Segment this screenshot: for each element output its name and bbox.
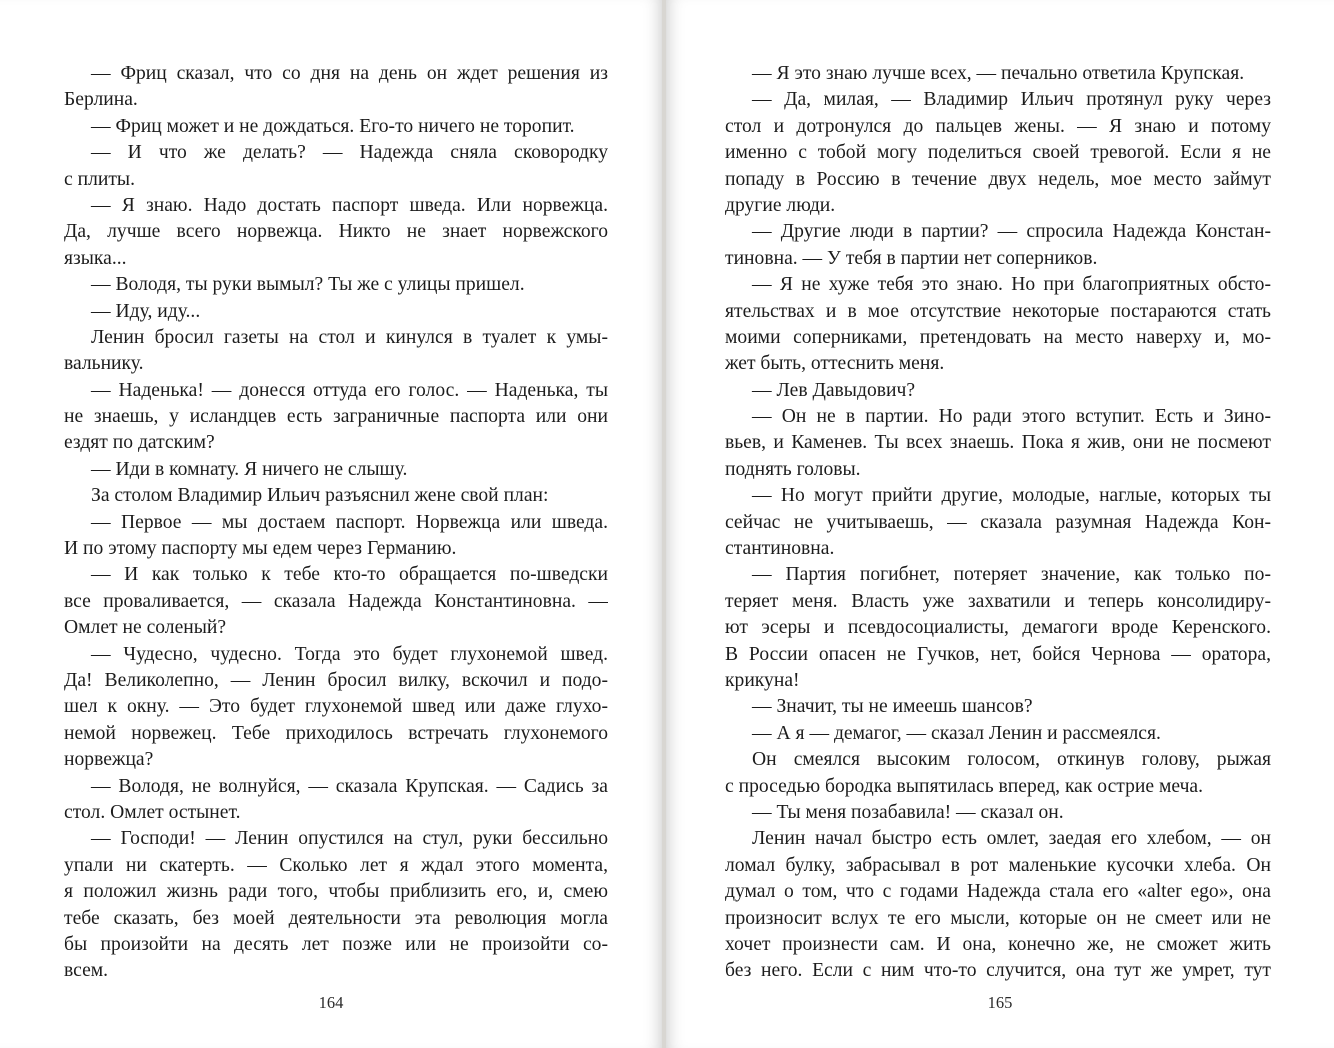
text-line: попаду в Россию в течение двух недель, мое место займут [725,168,1271,190]
text-line: Омлет не соленый? [64,617,227,639]
text-line: сейчас не учитываешь, — сказала разумная Надежда Кон- [725,511,1271,533]
text-line: И по этому паспорту мы едем через Германию. [64,538,457,560]
text-line: без него. Если с ним что-то случится, она тут же умрет, тут [725,960,1271,982]
text-line: — Иди в комнату. Я ничего не слышу. [91,458,408,480]
text-line: думал о том, что с годами Надежда стала его «alter ego», она [725,881,1271,903]
text-line: моими соперниками, претендовать на место наверху и, мо- [725,326,1271,348]
text-line: — Иду, иду... [91,300,201,322]
text-line: — Фриц может и не дождаться. Его-то ничего не торопит. [91,115,575,137]
text-line: вальнику. [64,353,144,375]
text-line: ют эсеры и псевдосоциалисты, демагоги вроде Керенского. [725,617,1271,639]
text-line: В России опасен не Гучков, нет, бойся Чернова — оратора, [725,643,1271,665]
text-line: я положил жизнь ради того, чтобы приблизить его, и, смею [64,881,608,903]
text-line: — Партия погибнет, потеряет значение, как только по- [752,564,1271,586]
text-line: немой норвежец. Тебе приходилось встречать глухонемого [64,722,608,744]
text-line: с плиты. [64,168,135,190]
text-line: языка... [64,247,127,269]
text-line: ломал булку, забрасывал в рот маленькие кусочки хлеба. Он [725,854,1271,876]
text-line: — Я это знаю лучше всех, — печально ответила Крупская. [752,63,1245,84]
text-line: — Фриц сказал, что со дня на день он ждет решения из [91,63,608,84]
text-line: — Первое — мы достаем паспорт. Норвежца или шведа. [91,511,608,533]
text-line: Ленин бросил газеты на стол и кинулся в туалет к умы- [91,326,608,348]
text-line: — Володя, не волнуйся, — сказала Крупская. — Садись за [91,775,608,797]
text-line: вьев, и Каменев. Ты всех знаешь. Пока я жив, они не посмеют [725,432,1271,454]
text-line: упали ни скатерть. — Сколько лет я ждал этого момента, [64,854,608,876]
text-line: Берлина. [64,89,138,111]
text-line: поднять головы. [725,458,861,480]
text-line: норвежца? [64,749,154,771]
text-line: не знаешь, у исландцев есть заграничные паспорта или они [64,406,608,428]
text-line: шел к окну. — Это будет глухонемой швед или даже глухо- [64,696,608,718]
text-line: За столом Владимир Ильич разъяснил жене свой план: [91,485,549,507]
text-line: Да, лучше всего норвежца. Никто не знает норвежского [64,221,608,243]
text-line: стол. Омлет остынет. [64,801,241,823]
text-line: — Наденька! — донесся оттуда его голос. — Наденька, ты [91,379,608,401]
text-line: — И как только к тебе кто-то обращается по-шведски [91,564,608,586]
text-line: жет быть, оттеснить меня. [725,353,945,375]
text-line: хочет произнести сам. И она, конечно же, не сможет жить [725,933,1271,955]
text-line: — Он не в партии. Но ради этого вступит. Есть и Зино- [752,406,1271,428]
text-line: именно с тобой могу поделиться своей тревогой. Если я не [725,142,1271,164]
left-page [0,0,662,1048]
text-line: тебе сказать, без моей деятельности эта революция могла [64,907,608,929]
text-line: — А я — демагог, — сказал Ленин и рассмеялся. [752,722,1161,744]
text-line: теряет меня. Власть уже захватили и теперь консолидиру- [725,590,1271,612]
text-line: все проваливается, — сказала Надежда Константиновна. — [64,590,608,612]
text-line: — Значит, ты не имеешь шансов? [752,696,1033,718]
text-line: — Но могут прийти другие, молодые, наглые, которых ты [752,485,1271,507]
left-page-text [64,61,608,985]
left-page-number: 164 [318,993,344,1012]
text-line: произносит вслух те его мысли, которые он не смеет или не [725,907,1271,929]
text-line: крикуна! [725,669,800,691]
text-line: другие люди. [725,194,836,216]
text-line: — Ты меня позабавила! — сказал он. [752,801,1064,823]
text-line: — Чудесно, чудесно. Тогда это будет глухонемой швед. [91,643,608,665]
text-line: стантиновна. [725,538,835,560]
right-page-number: 165 [987,993,1013,1012]
text-line: ездят по датским? [64,432,215,454]
text-line: — Лев Давыдович? [752,379,916,401]
text-line: — Да, милая, — Владимир Ильич протянул руку через [752,89,1271,111]
text-line: — Я не хуже тебя это знаю. Но при благоприятных обсто- [752,274,1271,296]
text-line: ятельствах и в мое отсутствие некоторые постараются стать [725,300,1271,322]
text-line: с проседью бородка выпятилась вперед, как острие меча. [725,775,1204,797]
text-line: тиновна. — У тебя в партии нет соперников. [725,247,1098,269]
text-line: Ленин начал быстро есть омлет, заедая его хлебом, — он [752,828,1271,850]
text-line: Да! Великолепно, — Ленин бросил вилку, вскочил и подо- [64,669,608,691]
text-line: — Я знаю. Надо достать паспорт шведа. Или норвежца. [91,194,608,216]
right-page-text [725,61,1271,985]
text-line: — Володя, ты руки вымыл? Ты же с улицы пришел. [91,274,525,296]
text-line: — И что же делать? — Надежда сняла сковородку [91,142,608,164]
text-line: всем. [64,960,109,982]
text-line: стол и дотронулся до пальцев жены. — Я знаю и потому [725,115,1271,137]
text-line: — Господи! — Ленин опустился на стул, руки бессильно [91,828,608,850]
text-line: Он смеялся высоким голосом, откинув голову, рыжая [752,749,1271,771]
text-line: — Другие люди в партии? — спросила Надежда Констан- [752,221,1271,243]
text-line: бы произойти на десять лет позже или не произойти со- [64,933,608,955]
right-page [666,0,1334,1048]
